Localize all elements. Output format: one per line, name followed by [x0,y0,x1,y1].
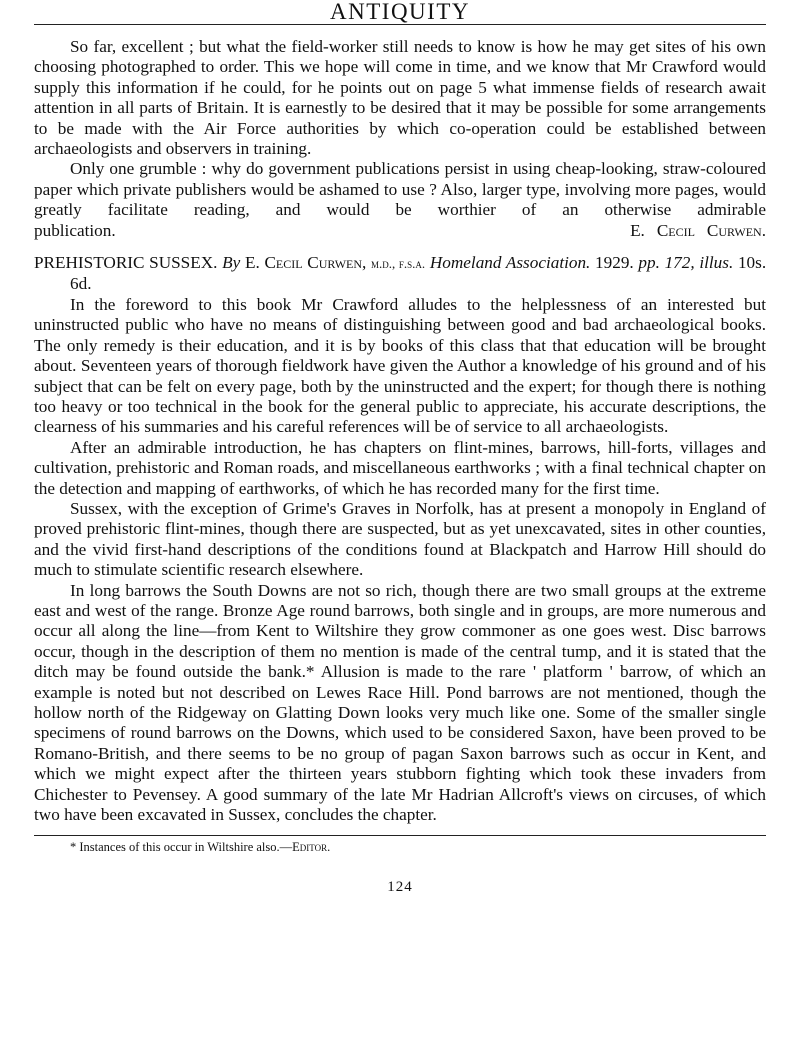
review-paragraph-3: Sussex, with the exception of Grime's Graves in Norfolk, has at present a monopoly in England of proved prehistoric flint-mines, though there are suspected, but as yet unexcavated, sites in other counties, and the vivid first-hand descriptions of the conditions found at Blackpatch and Harrow Hill should do much to stimulate scientific research elsewhere. [34,498,766,580]
author-name: E. Cecil Curwen, [244,253,367,273]
previous-review-paragraph-1: So far, excellent ; but what the field-worker still needs to know is how he may get sites of his own choosing photographed to order. This we hope will come in time, and we know that Mr Crawford would supply this information if he could, for he points out on page 5 what immense fields of research await attention in all parts of Britain. It is earnestly to be desired that it may be possible for some arrangements to be made with the Air Force authorities by which co-operation could be established between archaeologists and observers in training. [34,37,766,159]
year: 1929. [595,253,634,273]
illustrations: illus. [699,253,734,273]
previous-review-signature: E. Cecil Curwen. [630,220,767,240]
review-heading [34,253,766,295]
review-paragraph-2: After an admirable introduction, he has chapters on flint-mines, barrows, hill-forts, villages and cultivation, prehistoric and Roman roads, and miscellaneous earthworks ; with a final technical chapter on the detection and mapping of earthworks, of which he has recorded many for the first time. [34,437,766,498]
book-title: PREHISTORIC SUSSEX. [34,253,218,273]
footnote-rule [34,835,766,836]
review-paragraph-4: In long barrows the South Downs are not so rich, though there are two small groups at the extreme east and west of the range. Bronze Age round barrows, both single and in groups, are more numerous and occur all along the line—from Kent to Wiltshire they grow commoner as one goes west. Disc barrows occur, though in the description of them no mention is made of the central tump, and it is stated that the ditch may be found outside the bank.* Allusion is made to the rare ' platform ' barrow, of which an example is noted but not described on Lewes Race Hill. Pond barrows are not mentioned, though the hollow north of the Ridgeway on Glatting Down looks very much like one. Some of the smaller single specimens of round barrows on the Downs, which used to be considered Saxon, have been proved to be Romano-British, and there seems to be no group of pagan Saxon barrows such as occur in Kent, and which we might expect after the thirteen years stubborn fighting which took these invaders from Chichester to Pevensey. A good summary of the late Mr Hadrian Allcroft's views on circuses, of which two have been excavated in Sussex, concludes the chapter. [34,580,766,825]
author-credentials: m.d., f.s.a. [371,256,426,272]
price-shillings: 10s. 6d. [70,253,767,294]
previous-review-paragraph-2 [34,159,766,241]
page-number: 124 [387,879,413,896]
footnote-editor: Editor. [292,840,331,855]
running-title: ANTIQUITY [330,0,470,24]
review-paragraph-1: In the foreword to this book Mr Crawford alludes to the helplessness of an interested but uninstructed public who have no means of distinguishing between good and bad archaeological books. The only remedy is their education, and it is by books of this class that that education will be brought about. Seventeen years of thorough fieldwork have given the Author a knowledge of his ground and of his subject that can be felt on every page, both by the uninstructed and the expert; for though there is nothing too heavy or too technical in the book for the general public to appreciate, his accurate descriptions, the clearness of his summaries and his careful references will be of service to all archaeologists. [34,294,766,437]
by-word: By [222,253,241,273]
publisher: Homeland Association. [429,253,591,273]
footnote-text: * Instances of this occur in Wiltshire also.— [70,840,293,855]
page-count: pp. 172, [638,253,695,273]
previous-review-paragraph-2-text: Only one grumble : why do government publications persist in using cheap-looking, straw-coloured paper which private publishers would be ashamed to use ? Also, larger type, involving more pages, would greatly facilitate reading, and would be worthier of an otherwise admirable publication. [34,159,766,240]
footnote [34,839,766,855]
page [34,0,766,896]
